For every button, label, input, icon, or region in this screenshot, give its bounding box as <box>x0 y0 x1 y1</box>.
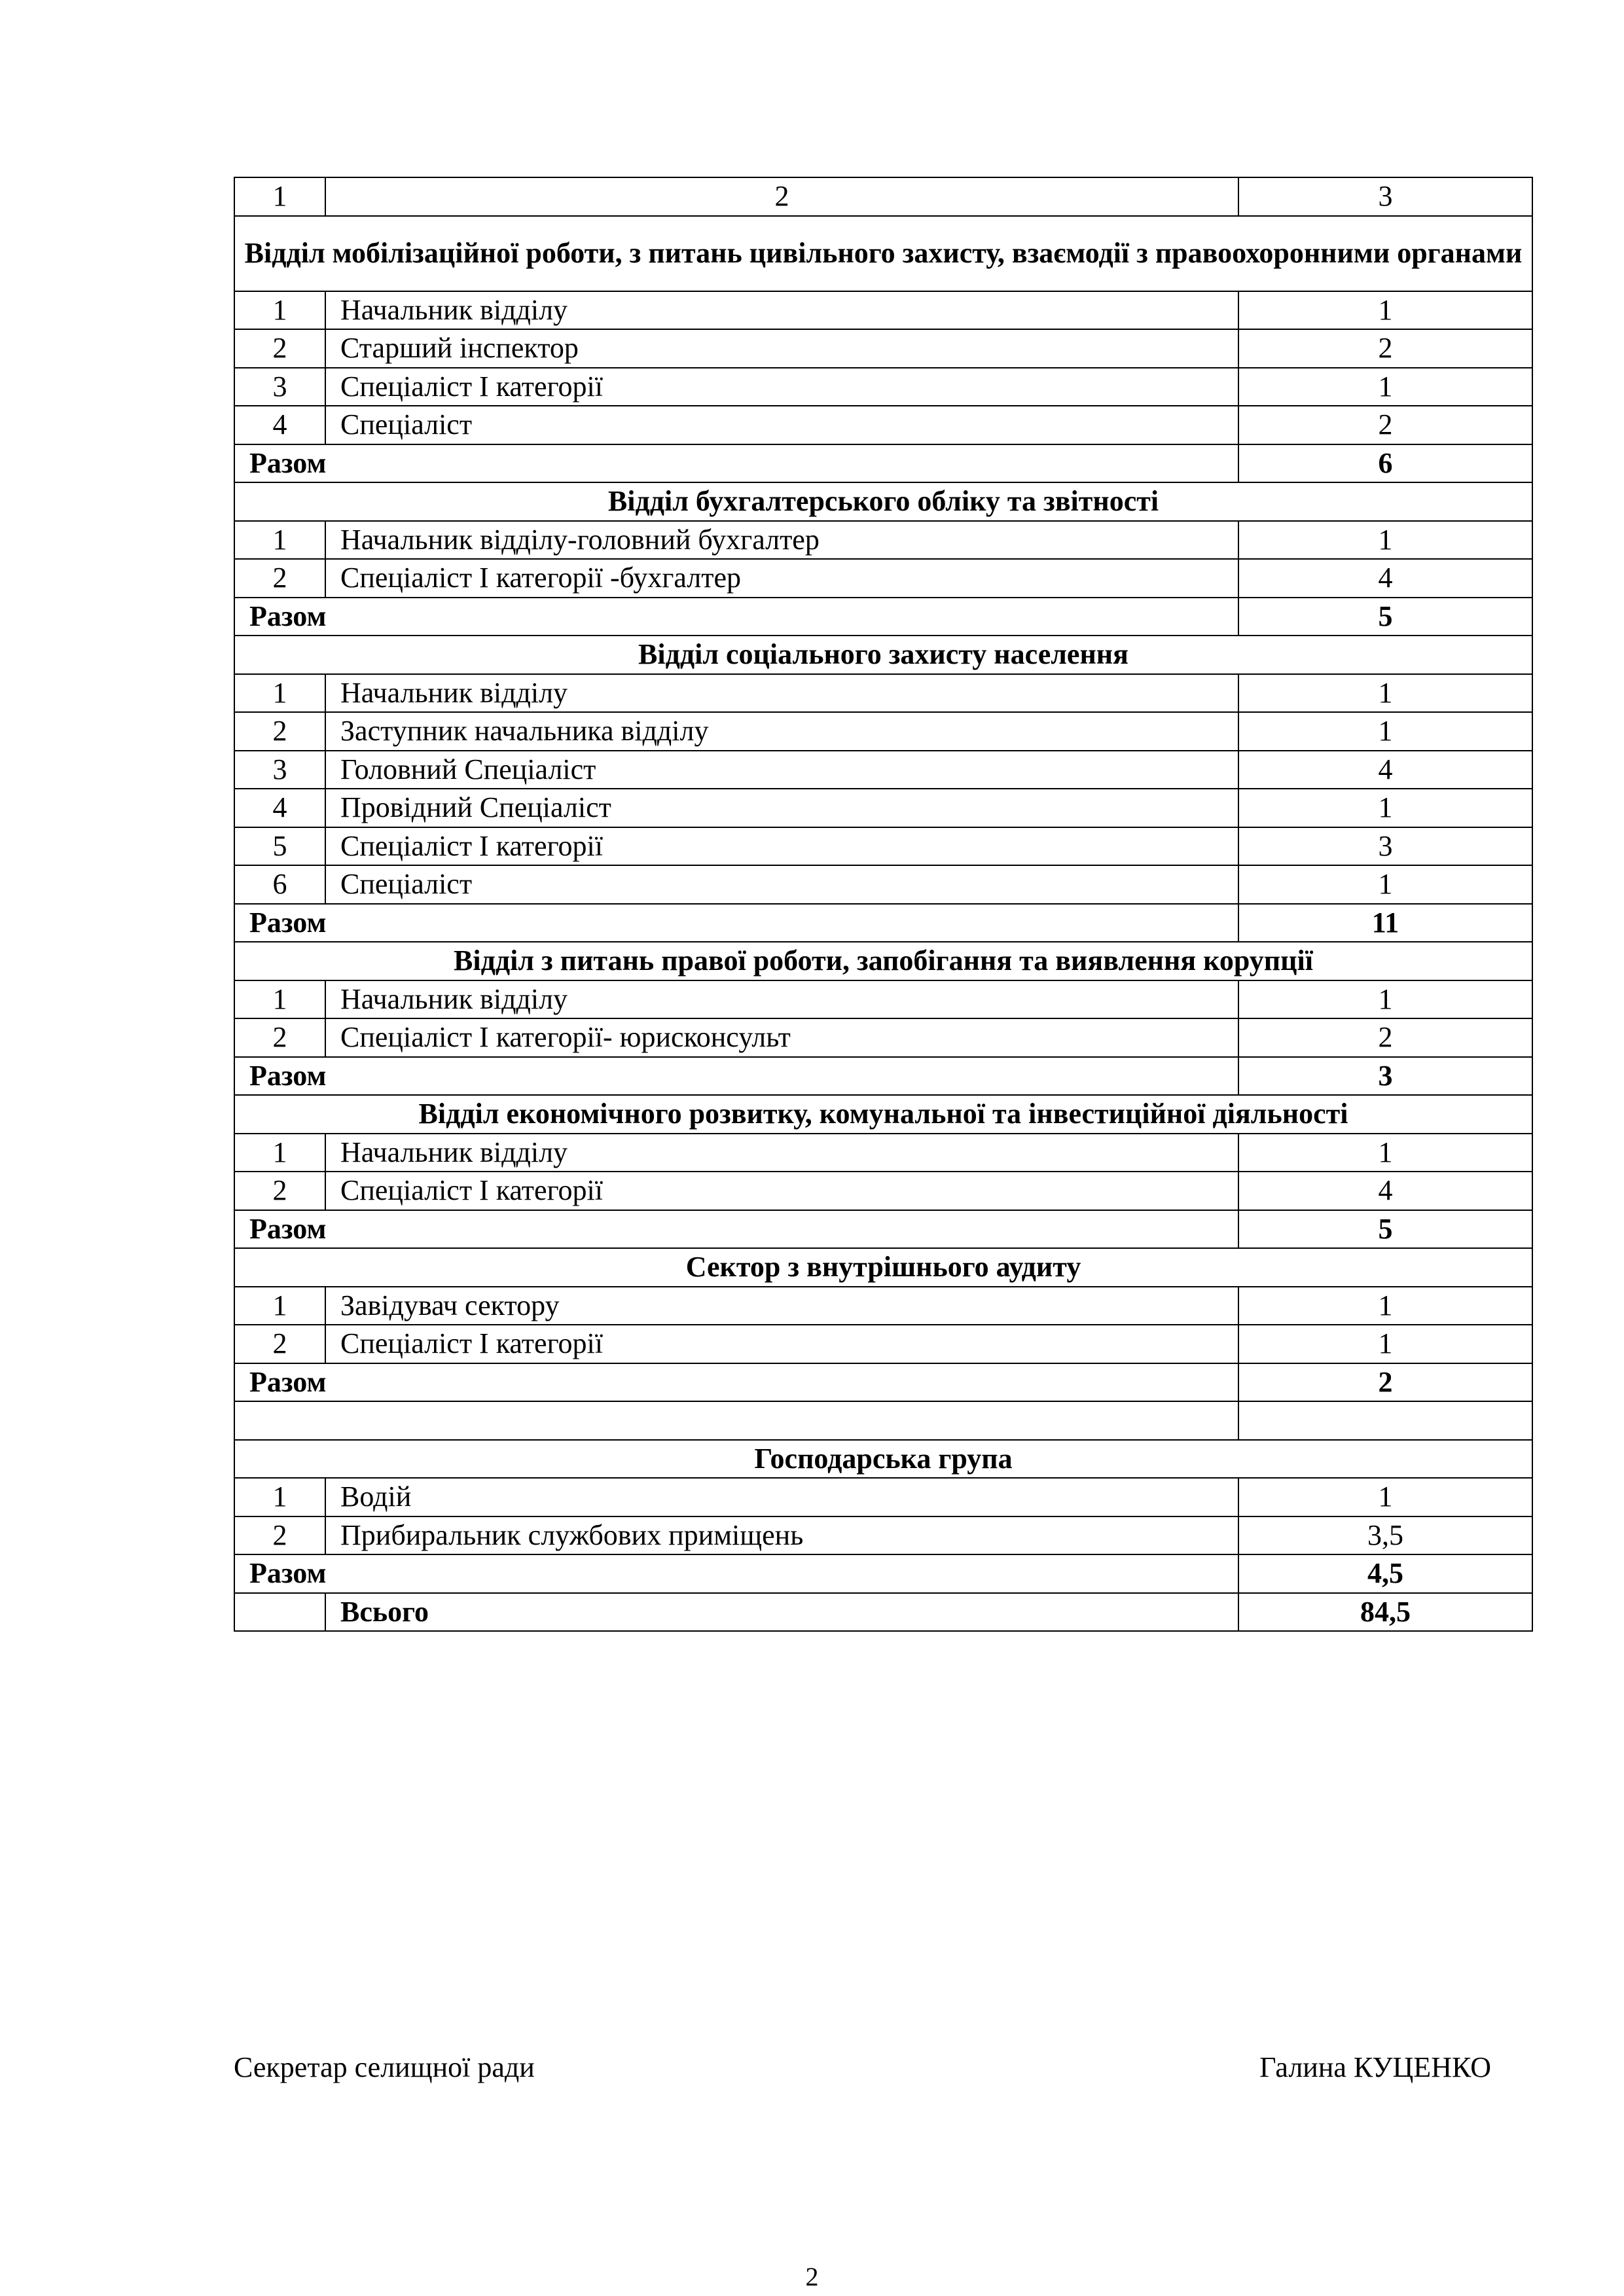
staff-count: 2 <box>1238 1018 1532 1057</box>
position-name: Завідувач сектору <box>325 1287 1238 1325</box>
grand-total-value: 84,5 <box>1238 1593 1532 1632</box>
row-number: 1 <box>234 1287 325 1325</box>
table-row <box>234 789 1532 827</box>
position-name: Начальник відділу-головний бухгалтер <box>325 521 1238 560</box>
row-number: 2 <box>234 1172 325 1210</box>
section-title: Відділ бухгалтерського обліку та звітності <box>234 482 1532 521</box>
table-row <box>234 291 1532 330</box>
row-number: 1 <box>234 291 325 330</box>
staff-count: 4 <box>1238 559 1532 598</box>
section-total-value: 11 <box>1238 904 1532 942</box>
section-total-label: Разом <box>234 1363 1238 1402</box>
position-name: Спеціаліст І категорії <box>325 1172 1238 1210</box>
staff-count: 3 <box>1238 827 1532 866</box>
staff-count: 1 <box>1238 1134 1532 1172</box>
row-number: 1 <box>234 674 325 713</box>
staff-count: 1 <box>1238 712 1532 751</box>
grand-total-row <box>234 1593 1532 1632</box>
table-row <box>234 1478 1532 1516</box>
row-number: 2 <box>234 1325 325 1363</box>
column-number-2: 2 <box>325 177 1238 216</box>
table-row <box>234 521 1532 560</box>
position-name: Головний Спеціаліст <box>325 751 1238 789</box>
staff-count: 4 <box>1238 1172 1532 1210</box>
staff-count: 3,5 <box>1238 1516 1532 1555</box>
signature-name: Галина КУЦЕНКО <box>1259 2051 1491 2083</box>
position-name: Спеціаліст І категорії- юрисконсульт <box>325 1018 1238 1057</box>
section-total-row <box>234 598 1532 636</box>
staff-count: 2 <box>1238 329 1532 368</box>
section-header <box>234 636 1532 674</box>
staff-count: 1 <box>1238 1478 1532 1516</box>
section-total-row <box>234 1363 1532 1402</box>
section-total-value: 6 <box>1238 444 1532 483</box>
staff-count: 1 <box>1238 1325 1532 1363</box>
position-name: Водій <box>325 1478 1238 1516</box>
section-title: Відділ мобілізаційної роботи, з питань цивільного захисту, взаємодії з правоохоронними органами <box>234 216 1532 291</box>
row-number: 2 <box>234 712 325 751</box>
signature-title: Секретар селищної ради <box>234 2051 535 2083</box>
row-number: 5 <box>234 827 325 866</box>
section-header <box>234 482 1532 521</box>
section-total-value: 4,5 <box>1238 1554 1532 1593</box>
table-body <box>234 177 1532 1631</box>
row-number: 6 <box>234 865 325 904</box>
section-total-row <box>234 1057 1532 1096</box>
table-row <box>234 980 1532 1019</box>
row-number: 3 <box>234 368 325 406</box>
table-row <box>234 559 1532 598</box>
section-total-label: Разом <box>234 1057 1238 1096</box>
row-number: 1 <box>234 521 325 560</box>
section-total-label: Разом <box>234 1210 1238 1249</box>
section-title: Відділ з питань правої роботи, запобігання та виявлення корупції <box>234 942 1532 980</box>
grand-total-empty <box>234 1593 325 1632</box>
table-row <box>234 406 1532 444</box>
staff-count: 1 <box>1238 1287 1532 1325</box>
row-number: 4 <box>234 789 325 827</box>
table-row <box>234 1172 1532 1210</box>
row-number: 2 <box>234 1516 325 1555</box>
staff-count: 1 <box>1238 789 1532 827</box>
staff-table <box>234 177 1533 1632</box>
column-number-row <box>234 177 1532 216</box>
section-title: Відділ соціального захисту населення <box>234 636 1532 674</box>
table-row <box>234 1516 1532 1555</box>
position-name: Спеціаліст І категорії -бухгалтер <box>325 559 1238 598</box>
table-row <box>234 1134 1532 1172</box>
section-total-label: Разом <box>234 598 1238 636</box>
staff-count: 2 <box>1238 406 1532 444</box>
row-number: 1 <box>234 1134 325 1172</box>
position-name: Старший інспектор <box>325 329 1238 368</box>
position-name: Начальник відділу <box>325 291 1238 330</box>
grand-total-label: Всього <box>325 1593 1238 1632</box>
position-name: Спеціаліст І категорії <box>325 368 1238 406</box>
row-number: 2 <box>234 1018 325 1057</box>
section-title: Господарська група <box>234 1440 1532 1479</box>
position-name: Заступник начальника відділу <box>325 712 1238 751</box>
section-total-label: Разом <box>234 444 1238 483</box>
position-name: Спеціаліст <box>325 406 1238 444</box>
blank-cell <box>234 1401 1238 1440</box>
column-number-1: 1 <box>234 177 325 216</box>
section-header <box>234 942 1532 980</box>
position-name: Спеціаліст І категорії <box>325 1325 1238 1363</box>
staff-count: 1 <box>1238 368 1532 406</box>
table-row <box>234 865 1532 904</box>
section-header <box>234 216 1532 291</box>
staff-count: 1 <box>1238 980 1532 1019</box>
staff-count: 1 <box>1238 674 1532 713</box>
section-header <box>234 1440 1532 1479</box>
section-total-value: 5 <box>1238 1210 1532 1249</box>
table-row <box>234 368 1532 406</box>
section-title: Сектор з внутрішнього аудиту <box>234 1248 1532 1287</box>
page-number: 2 <box>805 2262 819 2291</box>
column-number-3: 3 <box>1238 177 1532 216</box>
staff-count: 4 <box>1238 751 1532 789</box>
row-number: 1 <box>234 980 325 1019</box>
section-total-row <box>234 904 1532 942</box>
table-row <box>234 827 1532 866</box>
section-total-row <box>234 1554 1532 1593</box>
position-name: Провідний Спеціаліст <box>325 789 1238 827</box>
table-row <box>234 712 1532 751</box>
row-number: 2 <box>234 329 325 368</box>
section-total-value: 3 <box>1238 1057 1532 1096</box>
table-row <box>234 674 1532 713</box>
section-header <box>234 1095 1532 1134</box>
section-total-row <box>234 444 1532 483</box>
position-name: Начальник відділу <box>325 674 1238 713</box>
section-total-label: Разом <box>234 904 1238 942</box>
row-number: 3 <box>234 751 325 789</box>
position-name: Прибиральник службових приміщень <box>325 1516 1238 1555</box>
section-total-label: Разом <box>234 1554 1238 1593</box>
table-row <box>234 1287 1532 1325</box>
position-name: Спеціаліст <box>325 865 1238 904</box>
section-total-value: 5 <box>1238 598 1532 636</box>
position-name: Начальник відділу <box>325 1134 1238 1172</box>
position-name: Начальник відділу <box>325 980 1238 1019</box>
staff-count: 1 <box>1238 865 1532 904</box>
table-row <box>234 329 1532 368</box>
section-total-value: 2 <box>1238 1363 1532 1402</box>
section-header <box>234 1248 1532 1287</box>
blank-cell <box>1238 1401 1532 1440</box>
section-title: Відділ економічного розвитку, комунальної та інвестиційної діяльності <box>234 1095 1532 1134</box>
position-name: Спеціаліст І категорії <box>325 827 1238 866</box>
row-number: 2 <box>234 559 325 598</box>
table-row <box>234 1018 1532 1057</box>
row-number: 1 <box>234 1478 325 1516</box>
blank-row <box>234 1401 1532 1440</box>
row-number: 4 <box>234 406 325 444</box>
staff-count: 1 <box>1238 291 1532 330</box>
table-row <box>234 751 1532 789</box>
table-row <box>234 1325 1532 1363</box>
section-total-row <box>234 1210 1532 1249</box>
staff-count: 1 <box>1238 521 1532 560</box>
